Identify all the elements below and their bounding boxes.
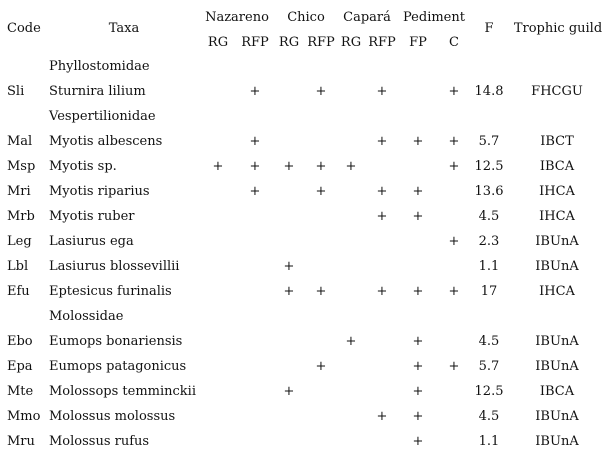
row-trophic-guild: IBUnA	[535, 334, 579, 349]
row-frequency: 1.1	[478, 434, 500, 449]
header-group-pediment: Pediment	[403, 10, 465, 25]
row-taxa: Lasiurus ega	[49, 234, 134, 249]
header-trophic-guild: Trophic guild	[513, 21, 603, 36]
presence-mark: +	[448, 234, 460, 249]
presence-mark: +	[376, 184, 388, 199]
row-trophic-guild: IBUnA	[535, 359, 579, 374]
presence-mark: +	[249, 134, 261, 149]
header-sub-nazareno-rg: RG	[207, 35, 229, 50]
row-trophic-guild: FHCGU	[531, 84, 583, 99]
presence-mark: +	[412, 284, 424, 299]
header-sub-capara-rfp: RFP	[368, 35, 396, 50]
row-code: Mri	[7, 184, 31, 199]
family-label: Molossidae	[49, 309, 124, 324]
presence-mark: +	[412, 384, 424, 399]
row-trophic-guild: IHCA	[539, 284, 575, 299]
header-sub-pediment-c: C	[449, 35, 459, 50]
presence-mark: +	[315, 284, 327, 299]
presence-mark: +	[412, 434, 424, 449]
presence-mark: +	[376, 134, 388, 149]
header-sub-pediment-fp: FP	[409, 35, 427, 50]
row-code: Mte	[7, 384, 34, 399]
presence-mark: +	[283, 159, 295, 174]
presence-mark: +	[412, 184, 424, 199]
row-code: Lbl	[7, 259, 29, 274]
presence-mark: +	[283, 259, 295, 274]
row-trophic-guild: IBCA	[539, 159, 575, 174]
row-frequency: 12.5	[474, 159, 504, 174]
presence-mark: +	[448, 159, 460, 174]
presence-mark: +	[315, 184, 327, 199]
row-code: Mrb	[7, 209, 35, 224]
row-frequency: 4.5	[478, 209, 500, 224]
presence-mark: +	[212, 159, 224, 174]
row-code: Leg	[7, 234, 32, 249]
row-frequency: 5.7	[478, 359, 500, 374]
family-label: Phyllostomidae	[49, 59, 150, 74]
row-code: Mmo	[7, 409, 41, 424]
presence-mark: +	[249, 84, 261, 99]
presence-mark: +	[412, 134, 424, 149]
presence-mark: +	[249, 159, 261, 174]
presence-mark: +	[345, 159, 357, 174]
presence-mark: +	[283, 284, 295, 299]
row-trophic-guild: IHCA	[539, 209, 575, 224]
presence-mark: +	[249, 184, 261, 199]
row-frequency: 5.7	[478, 134, 500, 149]
family-label: Vespertilionidae	[49, 109, 156, 124]
presence-mark: +	[315, 159, 327, 174]
presence-mark: +	[376, 84, 388, 99]
row-trophic-guild: IBUnA	[535, 259, 579, 274]
row-trophic-guild: IBUnA	[535, 234, 579, 249]
presence-mark: +	[412, 209, 424, 224]
row-taxa: Eptesicus furinalis	[49, 284, 172, 299]
row-trophic-guild: IHCA	[539, 184, 575, 199]
row-taxa: Molossus molossus	[49, 409, 176, 424]
row-taxa: Myotis ruber	[49, 209, 135, 224]
presence-mark: +	[448, 84, 460, 99]
row-frequency: 17	[480, 284, 498, 299]
row-frequency: 4.5	[478, 334, 500, 349]
header-sub-chico-rg: RG	[278, 35, 300, 50]
row-code: Mru	[7, 434, 35, 449]
header-f: F	[484, 21, 494, 36]
row-taxa: Myotis sp.	[49, 159, 117, 174]
presence-mark: +	[376, 409, 388, 424]
presence-mark: +	[376, 284, 388, 299]
presence-mark: +	[412, 359, 424, 374]
presence-mark: +	[315, 84, 327, 99]
header-sub-nazareno-rfp: RFP	[241, 35, 269, 50]
row-code: Epa	[7, 359, 33, 374]
presence-mark: +	[376, 209, 388, 224]
header-group-capara: Capará	[343, 10, 391, 25]
row-taxa: Myotis riparius	[49, 184, 150, 199]
row-code: Mal	[7, 134, 33, 149]
row-code: Ebo	[7, 334, 33, 349]
presence-mark: +	[448, 284, 460, 299]
presence-mark: +	[448, 359, 460, 374]
header-group-chico: Chico	[287, 10, 325, 25]
header-code: Code	[7, 21, 41, 36]
presence-mark: +	[315, 359, 327, 374]
row-taxa: Molossops temminckii	[49, 384, 196, 399]
row-frequency: 13.6	[474, 184, 504, 199]
row-frequency: 4.5	[478, 409, 500, 424]
row-trophic-guild: IBCT	[540, 134, 574, 149]
row-taxa: Eumops bonariensis	[49, 334, 183, 349]
row-frequency: 2.3	[478, 234, 500, 249]
row-frequency: 14.8	[474, 84, 504, 99]
header-sub-chico-rfp: RFP	[307, 35, 335, 50]
row-code: Sli	[7, 84, 25, 99]
row-frequency: 12.5	[474, 384, 504, 399]
presence-mark: +	[412, 409, 424, 424]
presence-mark: +	[345, 334, 357, 349]
row-taxa: Myotis albescens	[49, 134, 163, 149]
row-trophic-guild: IBUnA	[535, 434, 579, 449]
row-code: Efu	[7, 284, 30, 299]
row-taxa: Sturnira lilium	[49, 84, 146, 99]
presence-mark: +	[412, 334, 424, 349]
row-trophic-guild: IBCA	[539, 384, 575, 399]
header-sub-capara-rg: RG	[340, 35, 362, 50]
row-taxa: Molossus rufus	[49, 434, 150, 449]
row-trophic-guild: IBUnA	[535, 409, 579, 424]
row-frequency: 1.1	[478, 259, 500, 274]
header-taxa: Taxa	[108, 21, 140, 36]
row-taxa: Eumops patagonicus	[49, 359, 187, 374]
row-code: Msp	[7, 159, 36, 174]
header-group-nazareno: Nazareno	[205, 10, 269, 25]
presence-mark: +	[448, 134, 460, 149]
presence-mark: +	[283, 384, 295, 399]
row-taxa: Lasiurus blossevillii	[49, 259, 180, 274]
